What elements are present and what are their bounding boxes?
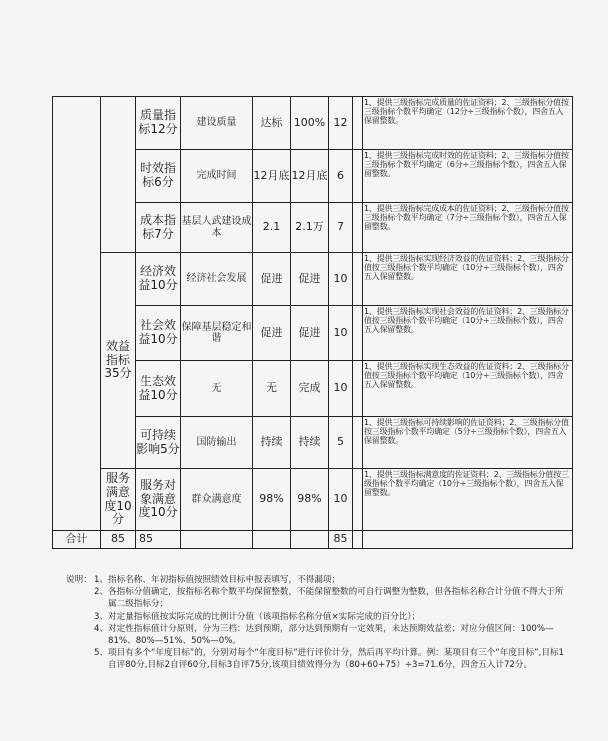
indicator-name: 完成时间 — [181, 150, 253, 203]
note-number: 1、 — [94, 575, 109, 585]
total-score-c: 85 — [329, 531, 353, 549]
score-value: 10 — [329, 253, 353, 306]
indicator-name: 保障基层稳定和谐 — [181, 306, 253, 361]
blank-cell — [353, 306, 363, 361]
blank-cell — [353, 361, 363, 417]
note-text: 各指标分值确定，按指标名称个数平均保留整数，不能保留整数的可自行调整为整数，但各指标名称合计分值不得大于所属二级指标分； — [108, 587, 564, 610]
note-cell: 1、提供三级指标完成质量的佐证资料；2、三级指标分值按三级指标个数平均确定（12分÷三级指标个数），四舍五入保留整数。 — [363, 97, 573, 150]
note-cell: 1、提供三级指标可持续影响的佐证资料；2、三级指标分值按三级指标个数平均确定（5分÷三级指标个数），四舍五入保留整数。 — [363, 417, 573, 469]
score-value: 10 — [329, 469, 353, 531]
note-item — [94, 586, 566, 610]
target-value: 2.1 — [253, 203, 291, 253]
blank-cell — [353, 469, 363, 531]
evaluation-table — [52, 96, 573, 549]
blank-cell — [353, 417, 363, 469]
target-value: 达标 — [253, 97, 291, 150]
total-label: 合计 — [53, 531, 101, 549]
note-number: 2、 — [94, 587, 109, 598]
blank-cell — [353, 203, 363, 253]
indicator-name: 经济社会发展 — [181, 253, 253, 306]
level2-output-cell — [101, 97, 136, 253]
score-value: 10 — [329, 306, 353, 361]
blank-cell — [181, 531, 253, 549]
note-text: 对定性指标值计分原则，分为三档：达到预期，部分达到预期有一定效果，未达预期效益差；对应分值区间：100%—81%、80%—51%、50%—0%。 — [108, 623, 554, 647]
note-text: 指标名称、年初指标值按照绩效目标申报表填写，不得漏项； — [108, 575, 341, 585]
target-value: 促进 — [253, 253, 291, 306]
level3-label: 可持续影响5分 — [136, 417, 181, 469]
blank-cell — [353, 97, 363, 150]
table-row — [53, 469, 573, 531]
indicator-name: 无 — [181, 361, 253, 417]
note-cell: 1、提供三级指标完成时效的佐证资料；2、三级指标分值按三级指标个数平均确定（6分÷三级指标个数），四舍五入保留整数。 — [363, 150, 573, 203]
note-item — [94, 623, 566, 647]
notes-heading: 说明： — [66, 575, 92, 585]
blank-cell — [353, 150, 363, 203]
indicator-name: 群众满意度 — [181, 469, 253, 531]
score-value: 12 — [329, 97, 353, 150]
note-cell: 1、提供三级指标实现社会效益的佐证资料；2、三级指标分值按三级指标个数平均确定（10分÷三级指标个数），四舍五入保留整数。 — [363, 306, 573, 361]
notes-section — [66, 574, 566, 672]
actual-value: 98% — [291, 469, 329, 531]
actual-value: 12月底 — [291, 150, 329, 203]
note-item — [94, 647, 566, 671]
note-item — [94, 574, 566, 586]
level3-label: 服务对象满意度10分 — [136, 469, 181, 531]
score-value: 7 — [329, 203, 353, 253]
target-value: 持续 — [253, 417, 291, 469]
indicator-name: 国防输出 — [181, 417, 253, 469]
score-value: 10 — [329, 361, 353, 417]
blank-cell — [353, 531, 363, 549]
level3-label: 时效指标6分 — [136, 150, 181, 203]
actual-value: 持续 — [291, 417, 329, 469]
indicator-name: 基层人武建设成本 — [181, 203, 253, 253]
total-row — [53, 531, 573, 549]
actual-value: 促进 — [291, 306, 329, 361]
level3-label: 经济效益10分 — [136, 253, 181, 306]
level3-label: 成本指标7分 — [136, 203, 181, 253]
actual-value: 100% — [291, 97, 329, 150]
total-score-b: 85 — [136, 531, 181, 549]
blank-cell — [353, 253, 363, 306]
score-value: 6 — [329, 150, 353, 203]
note-cell: 1、提供三级指标满意度的佐证资料；2、三级指标分值按三级指标个数平均确定（10分÷三级指标个数），四舍五入保留整数。 — [363, 469, 573, 531]
note-item — [94, 611, 566, 623]
indicator-name: 建设质量 — [181, 97, 253, 150]
blank-cell — [291, 531, 329, 549]
target-value: 促进 — [253, 306, 291, 361]
total-score-a: 85 — [101, 531, 136, 549]
table-row — [53, 97, 573, 150]
actual-value: 促进 — [291, 253, 329, 306]
note-number: 5、 — [94, 648, 109, 659]
target-value: 98% — [253, 469, 291, 531]
table-row — [53, 253, 573, 306]
note-cell: 1、提供三级指标实现生态效益的佐证资料；2、三级指标分值按三级指标个数平均确定（10分÷三级指标个数），四舍五入保留整数。 — [363, 361, 573, 417]
note-text: 对定量指标值按实际完成的比例计分值（该项指标名称分值×实际完成的百分比）； — [108, 611, 421, 622]
blank-cell — [253, 531, 291, 549]
level1-cell — [53, 97, 101, 531]
level3-label: 生态效益10分 — [136, 361, 181, 417]
note-text: 项目有多个“年度目标”的，分别对每个“年度目标”进行评价计分，然后再平均计算。例：某项目有三个“年度目标”,目标1自评80分,目标2自评60分,目标3自评75分,该项目绩效得分为（80+60+75）÷3=71.6分，四舍五入计72分。 — [108, 648, 565, 671]
target-value: 无 — [253, 361, 291, 417]
blank-cell — [363, 531, 573, 549]
target-value: 12月底 — [253, 150, 291, 203]
actual-value: 完成 — [291, 361, 329, 417]
note-cell: 1、提供三级指标实现经济效益的佐证资料；2、三级指标分值按三级指标个数平均确定（10分÷三级指标个数），四舍五入保留整数。 — [363, 253, 573, 306]
note-number: 4、 — [94, 623, 109, 634]
actual-value: 2.1万 — [291, 203, 329, 253]
score-value: 5 — [329, 417, 353, 469]
level2-service-cell: 服务满意度10分 — [101, 469, 136, 531]
note-cell: 1、提供三级指标完成成本的佐证资料；2、三级指标分值按三级指标个数平均确定（7分÷三级指标个数），四舍五入保留整数。 — [363, 203, 573, 253]
note-number: 3、 — [94, 611, 109, 622]
level3-label: 社会效益10分 — [136, 306, 181, 361]
level2-benefit-cell: 效益指标35分 — [101, 253, 136, 469]
level3-label: 质量指标12分 — [136, 97, 181, 150]
